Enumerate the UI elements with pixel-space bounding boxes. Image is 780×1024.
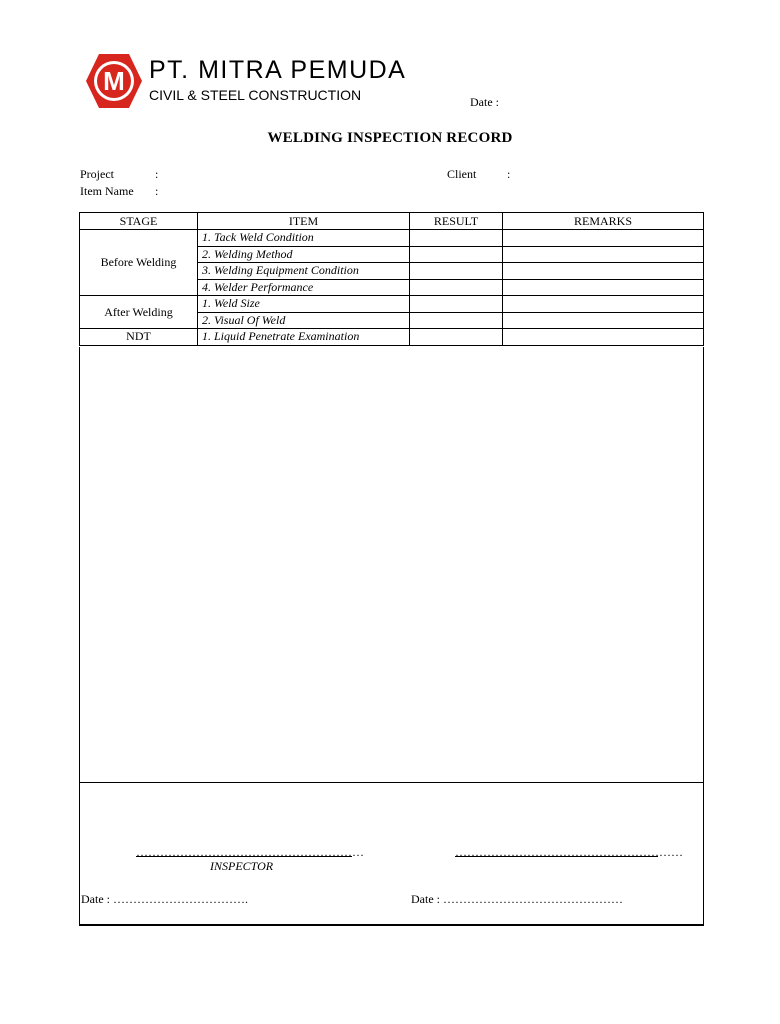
remarks-cell[interactable] xyxy=(503,263,704,280)
remarks-cell[interactable] xyxy=(503,279,704,296)
result-cell[interactable] xyxy=(410,230,503,247)
item-cell: 2. Visual Of Weld xyxy=(198,312,410,329)
document-title: WELDING INSPECTION RECORD xyxy=(267,130,513,146)
item-name-label: Item Name xyxy=(80,184,134,198)
remarks-cell[interactable] xyxy=(503,329,704,346)
client-colon: : xyxy=(507,167,511,181)
client-label: Client xyxy=(447,167,477,181)
project-label: Project xyxy=(80,167,114,181)
remarks-cell[interactable] xyxy=(503,296,704,313)
stage-after-welding: After Welding xyxy=(80,296,198,329)
header-date-label: Date : xyxy=(470,95,499,109)
item-cell: 1. Weld Size xyxy=(198,296,410,313)
result-cell[interactable] xyxy=(410,246,503,263)
inspector-signature-dots: ………………………………………………… xyxy=(136,845,364,859)
result-cell[interactable] xyxy=(410,312,503,329)
result-cell[interactable] xyxy=(410,279,503,296)
stage-before-welding: Before Welding xyxy=(80,230,198,296)
header-remarks: REMARKS xyxy=(503,213,704,230)
logo-letter: M xyxy=(103,66,125,96)
left-date-field: Date : ……………………………. xyxy=(81,892,248,906)
company-name: PT. MITRA PEMUDA xyxy=(149,56,407,84)
inspector-signature-line[interactable] xyxy=(136,856,352,857)
company-tagline: CIVIL & STEEL CONSTRUCTION xyxy=(149,87,362,103)
item-cell: 2. Welding Method xyxy=(198,246,410,263)
header-result: RESULT xyxy=(410,213,503,230)
stage-ndt: NDT xyxy=(80,329,198,346)
header-stage: STAGE xyxy=(80,213,198,230)
result-cell[interactable] xyxy=(410,329,503,346)
remarks-cell[interactable] xyxy=(503,312,704,329)
result-cell[interactable] xyxy=(410,296,503,313)
remarks-cell[interactable] xyxy=(503,230,704,247)
item-cell: 4. Welder Performance xyxy=(198,279,410,296)
table-row xyxy=(80,296,704,313)
remarks-cell[interactable] xyxy=(503,246,704,263)
item-cell: 1. Liquid Penetrate Examination xyxy=(198,329,410,346)
item-name-colon: : xyxy=(155,184,159,198)
item-cell: 3. Welding Equipment Condition xyxy=(198,263,410,280)
item-cell: 1. Tack Weld Condition xyxy=(198,230,410,247)
right-date-field: Date : ……………………………………… xyxy=(411,892,623,906)
table-row xyxy=(80,329,704,346)
inspector-label: INSPECTOR xyxy=(210,859,274,873)
header-item: ITEM xyxy=(198,213,410,230)
right-signature-line[interactable] xyxy=(455,856,658,857)
inspection-table xyxy=(79,212,704,346)
table-row xyxy=(80,230,704,247)
company-logo-icon xyxy=(84,52,144,110)
project-colon: : xyxy=(155,167,159,181)
right-signature-dots: ………………………………………………… xyxy=(455,845,683,859)
result-cell[interactable] xyxy=(410,263,503,280)
table-header-row xyxy=(80,213,704,230)
notes-area[interactable] xyxy=(79,347,704,783)
